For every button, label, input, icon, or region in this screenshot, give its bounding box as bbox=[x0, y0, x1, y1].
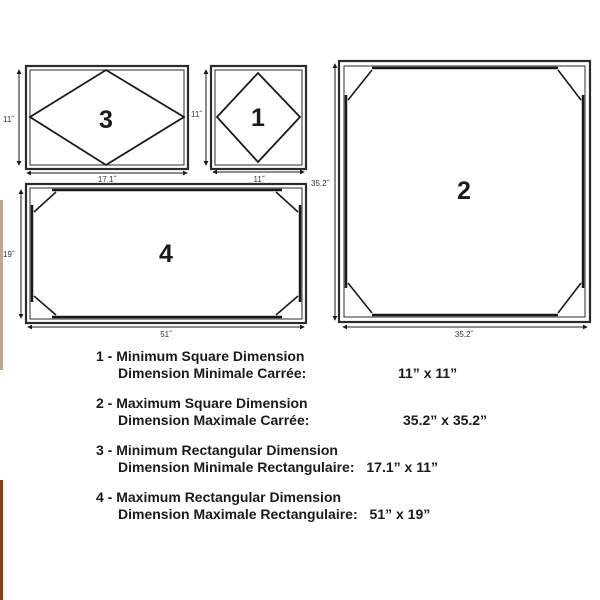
left-edge-strip-bottom bbox=[0, 480, 3, 600]
frame-3-height-label: 11˝ bbox=[3, 115, 14, 124]
frame-4 bbox=[3, 184, 306, 339]
frame-4-width-label: 51˝ bbox=[160, 330, 172, 339]
frame-3-number: 3 bbox=[99, 106, 113, 134]
legend-item-2 bbox=[96, 395, 488, 429]
legend-item-1-value: 11” x 11” bbox=[398, 365, 458, 381]
legend-item-4-subtitle: Dimension Maximale Rectangulaire: bbox=[118, 506, 358, 522]
frame-4-height-label: 19˝ bbox=[3, 250, 15, 259]
legend-item-4 bbox=[96, 489, 438, 523]
legend-item-3-title: 3 - Minimum Rectangular Dimension bbox=[96, 442, 338, 458]
frame-4-corner-br bbox=[276, 296, 298, 315]
frame-2-corner-bl bbox=[348, 283, 372, 313]
legend-item-2-subtitle: Dimension Maximale Carrée: bbox=[118, 412, 310, 428]
legend-item-3-subtitle-row bbox=[96, 459, 438, 476]
dimension-legend bbox=[96, 348, 488, 536]
frame-4-corner-tr bbox=[276, 192, 298, 212]
frame-4-corner-tl bbox=[34, 192, 56, 212]
legend-item-1-title: 1 - Minimum Square Dimension bbox=[96, 348, 305, 364]
frame-3-width-label: 17.1˝ bbox=[97, 175, 117, 184]
frame-2-height-label: 35.2˝ bbox=[311, 179, 330, 188]
frame-2 bbox=[311, 61, 590, 339]
legend-item-3 bbox=[96, 442, 438, 476]
legend-item-3-value: 17.1” x 11” bbox=[366, 459, 439, 475]
frame-1-number: 1 bbox=[251, 104, 265, 132]
legend-item-1-subtitle-row bbox=[96, 365, 458, 382]
legend-item-1 bbox=[96, 348, 458, 382]
legend-item-1-subtitle: Dimension Minimale Carrée: bbox=[118, 365, 307, 381]
legend-item-3-subtitle: Dimension Minimale Rectangulaire: bbox=[118, 459, 355, 475]
frame-2-width-label: 35.2˝ bbox=[454, 330, 474, 339]
frame-1 bbox=[191, 66, 306, 184]
legend-item-4-title: 4 - Maximum Rectangular Dimension bbox=[96, 489, 342, 505]
frame-1-width-label: 11˝ bbox=[253, 175, 265, 184]
frame-4-corner-bl bbox=[34, 296, 56, 315]
frame-1-height-label: 11˝ bbox=[191, 110, 202, 119]
frame-2-corner-tl bbox=[348, 70, 372, 100]
legend-item-2-subtitle-row bbox=[96, 412, 488, 429]
frame-4-number: 4 bbox=[159, 240, 173, 268]
legend-item-4-value: 51” x 19” bbox=[369, 506, 431, 522]
frame-2-corner-br bbox=[558, 283, 581, 313]
legend-item-4-subtitle-row bbox=[96, 506, 438, 523]
frame-2-number: 2 bbox=[457, 177, 471, 205]
frame-3 bbox=[3, 66, 188, 184]
legend-item-2-title: 2 - Maximum Square Dimension bbox=[96, 395, 308, 411]
legend-item-2-value: 35.2” x 35.2” bbox=[403, 412, 488, 428]
frame-2-corner-tr bbox=[558, 70, 581, 100]
